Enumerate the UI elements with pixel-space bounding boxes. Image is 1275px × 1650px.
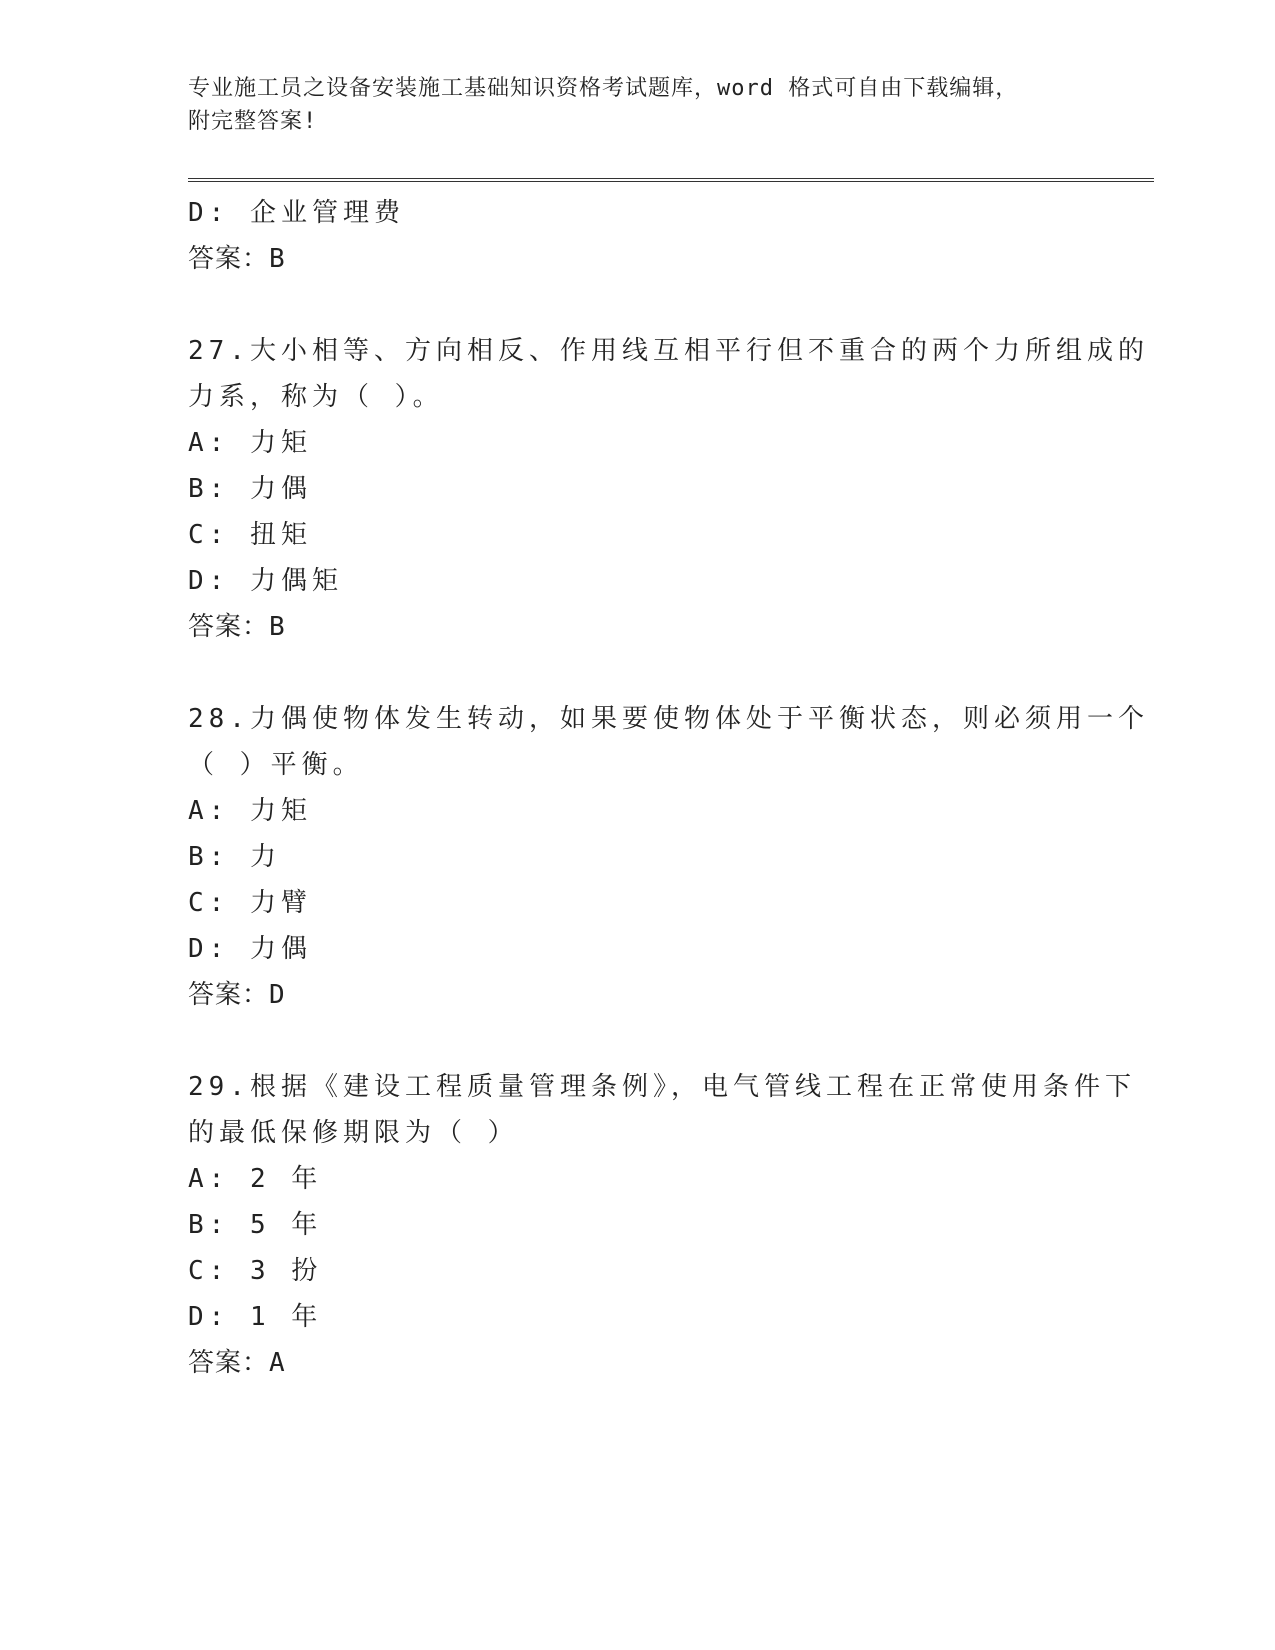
question-29-option-b: B: 5 年 xyxy=(188,1210,323,1240)
previous-option-d: D: 企业管理费 xyxy=(188,198,405,228)
question-28-text-line-1: 28.力偶使物体发生转动，如果要使物体处于平衡状态，则必须用一个 xyxy=(188,704,1149,734)
question-27-option-d: D: 力偶矩 xyxy=(188,566,343,596)
spacer xyxy=(188,1018,1148,1064)
question-28-answer: 答案：D xyxy=(188,980,286,1010)
question-29-text-line-1: 29.根据《建设工程质量管理条例》，电气管线工程在正常使用条件下 xyxy=(188,1072,1136,1102)
question-28-option-c: C: 力臂 xyxy=(188,888,312,918)
question-28 xyxy=(188,696,1148,1018)
question-28-option-d: D: 力偶 xyxy=(188,934,312,964)
question-27-option-a: A: 力矩 xyxy=(188,428,312,458)
header-line-1: 专业施工员之设备安装施工基础知识资格考试题库，word 格式可自由下载编辑， xyxy=(188,76,1019,101)
question-29-option-d: D: 1 年 xyxy=(188,1302,323,1332)
question-29-text-line-2: 的最低保修期限为（ ） xyxy=(188,1118,519,1148)
question-29-answer: 答案：A xyxy=(188,1348,286,1378)
question-29 xyxy=(188,1064,1148,1386)
header-divider xyxy=(188,178,1154,182)
question-28-option-a: A: 力矩 xyxy=(188,796,312,826)
question-27-answer: 答案：B xyxy=(188,612,286,642)
spacer xyxy=(188,282,1148,328)
question-content xyxy=(188,190,1148,1386)
question-27-option-b: B: 力偶 xyxy=(188,474,312,504)
header-line-2: 附完整答案! xyxy=(188,109,318,134)
question-29-option-a: A: 2 年 xyxy=(188,1164,323,1194)
question-28-option-b: B: 力 xyxy=(188,842,281,872)
previous-answer: 答案：B xyxy=(188,244,286,274)
question-28-text-line-2: （ ）平衡。 xyxy=(188,750,364,780)
question-27-text-line-2: 力系，称为（ ）。 xyxy=(188,382,444,412)
question-27-text-line-1: 27.大小相等、方向相反、作用线互相平行但不重合的两个力所组成的 xyxy=(188,336,1149,366)
question-29-option-c: C: 3 扮 xyxy=(188,1256,323,1286)
question-27-option-c: C: 扭矩 xyxy=(188,520,312,550)
question-27 xyxy=(188,328,1148,650)
spacer xyxy=(188,650,1148,696)
document-header xyxy=(188,72,1088,138)
